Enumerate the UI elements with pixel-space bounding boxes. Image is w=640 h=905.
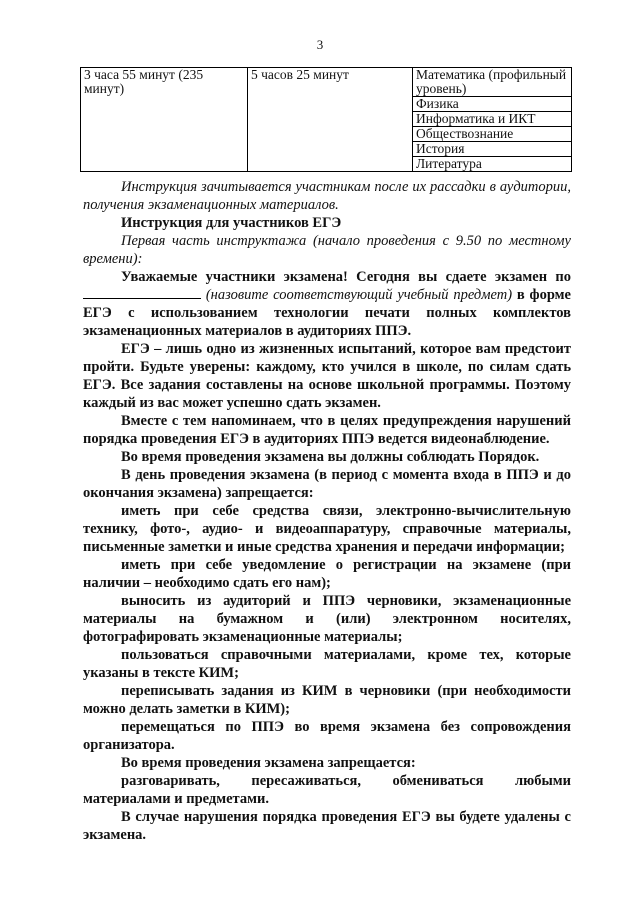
table-row [81, 68, 572, 172]
paragraph: В случае нарушения порядка проведения ЕГЭ вы будете удалены с экзамена. [83, 809, 571, 843]
list-item: выносить из аудиторий и ППЭ черновики, экзаменационные материалы на бумажном и (или) электронном носителях, фотографировать экзаменационные материалы; [83, 593, 571, 645]
list-item: пользоваться справочными материалами, кроме тех, которые указаны в тексте КИМ; [83, 647, 571, 681]
list-item: перемещаться по ППЭ во время экзамена без сопровождения организатора. [83, 719, 571, 753]
section-heading: Инструкция для участников ЕГЭ [121, 215, 342, 231]
exam-duration-table [80, 67, 572, 172]
subjects-cell [413, 68, 572, 172]
subject-item: История [413, 142, 571, 157]
paragraph: В день проведения экзамена (в период с момента входа в ППЭ и до окончания экзамена) запрещается: [83, 467, 571, 501]
instruction-text [83, 178, 571, 844]
list-item: иметь при себе средства связи, электронно-вычислительную технику, фото-, аудио- и видеоаппаратуру, справочные материалы, письменные заметки и иные средства хранения и передачи информации; [83, 503, 571, 555]
list-item: иметь при себе уведомление о регистрации на экзамене (при наличии – необходимо сдать его нам); [83, 557, 571, 591]
paragraph-part: Уважаемые участники экзамена! Сегодня вы сдаете экзамен по [121, 269, 571, 285]
subject-item: Обществознание [413, 127, 571, 142]
paragraph: Первая часть инструктажа (начало проведения с 9.50 по местному времени): [83, 233, 571, 267]
paragraph: Инструкция зачитывается участникам после их рассадки в аудитории, получения экзаменационных материалов. [83, 179, 571, 213]
subject-item: Физика [413, 97, 571, 112]
paragraph: Вместе с тем напоминаем, что в целях предупреждения нарушений порядка проведения ЕГЭ в аудиториях ППЭ ведется видеонаблюдение. [83, 413, 571, 447]
subject-item: Математика (профильный уровень) [413, 68, 571, 97]
subject-item: Информатика и ИКТ [413, 112, 571, 127]
subject-item: Литература [416, 156, 482, 171]
paragraph-part: в форме ЕГЭ с использованием технологии печати полных комплектов экзаменационных материалов в аудиториях ППЭ. [83, 287, 571, 339]
duration-cell: 5 часов 25 минут [248, 68, 413, 172]
paragraph: ЕГЭ – лишь одно из жизненных испытаний, которое вам предстоит пройти. Будьте уверены: каждому, кто учился в школе, по силам сдать ЕГЭ. Все задания составлены на основе школьной программы. Поэтому каждый из вас может успешно сдать экзамен. [83, 341, 571, 411]
paragraph-part: (назовите соответствующий учебный предмет) [205, 287, 513, 303]
subject-blank [83, 286, 201, 299]
paragraph: Во время проведения экзамена запрещается: [121, 755, 416, 771]
duration-cell: 3 часа 55 минут (235 минут) [81, 68, 248, 172]
list-item: разговаривать, пересаживаться, обмениваться любыми материалами и предметами. [83, 773, 571, 807]
paragraph: Во время проведения экзамена вы должны соблюдать Порядок. [121, 449, 540, 465]
page-number: 3 [316, 37, 324, 52]
paragraph [83, 268, 571, 340]
list-item: переписывать задания из КИМ в черновики (при необходимости можно делать заметки в КИМ); [83, 683, 571, 717]
